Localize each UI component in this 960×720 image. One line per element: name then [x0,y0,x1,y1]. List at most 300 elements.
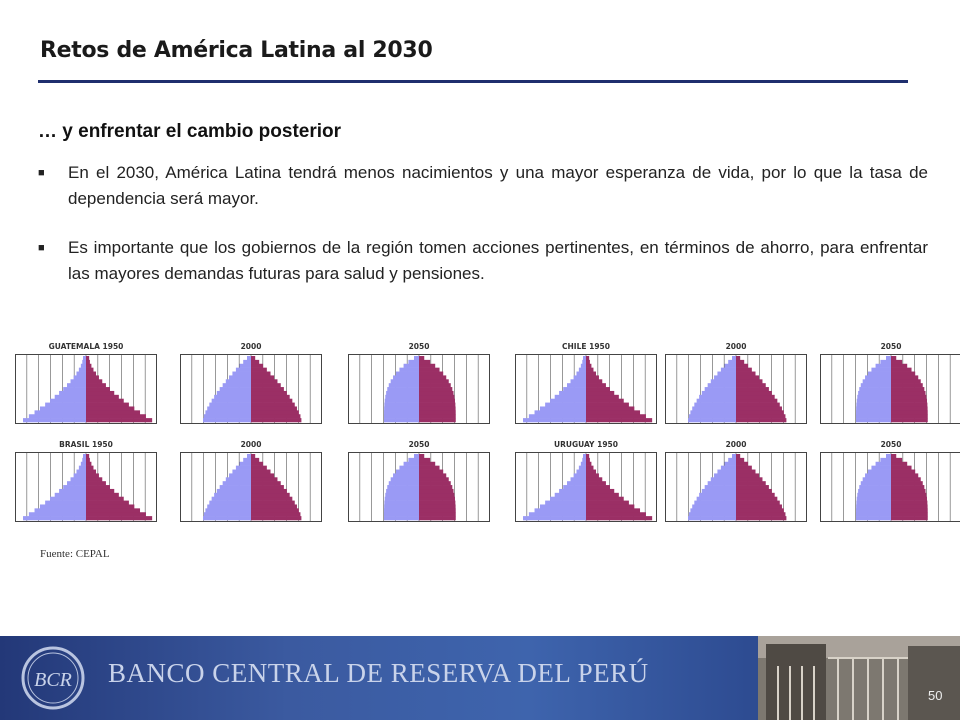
pyramid-label: GUATEMALA 1950 [48,342,124,351]
pyramid-female-bar [586,458,590,462]
pyramid-female-bar [736,466,752,470]
pyramid-male-bar [732,454,736,458]
pyramid-male-bar [529,414,586,418]
pyramid-male-bar [82,458,86,462]
pyramid-male-bar [856,414,891,418]
pyramid-female-bar [419,414,456,418]
pyramid-female-bar [419,493,454,497]
pyramid-male-bar [79,368,86,372]
pyramid-female-bar [891,501,927,505]
pyramid-male-bar [699,395,736,399]
pyramid-male-bar [74,375,86,379]
pyramid-female-bar [86,418,152,422]
pyramid-female-bar [251,473,274,477]
pyramid-female-bar [419,379,449,383]
pyramid-female-bar [891,356,896,360]
pyramid-female-bar [251,462,263,466]
pyramid-female-bar [86,454,89,458]
pyramid-male-bar [220,485,251,489]
pyramid-female-bar [251,493,290,497]
pyramid-male-bar [724,462,736,466]
pyramid-male-bar [717,372,736,376]
pyramid-male-bar [205,508,251,512]
title-underline [38,80,908,83]
pyramid-female-bar [251,360,259,364]
pyramid-female-bar [251,395,290,399]
pyramid-male-bar [40,406,86,410]
pyramid-female-bar [736,454,740,458]
pyramid-female-bar [86,497,124,501]
pyramid-female-bar [419,410,456,414]
population-pyramid [180,342,322,426]
pyramid-female-bar [586,497,624,501]
pyramid-male-bar [856,508,891,512]
pyramid-female-bar [86,477,102,481]
pyramid-female-bar [419,501,455,505]
pyramid-female-bar [736,364,748,368]
pyramid-male-bar [55,395,86,399]
pyramid-male-bar [858,391,891,395]
pyramid-female-bar [891,410,928,414]
logo-monogram: BCR [34,669,72,691]
pyramid-male-bar [239,462,251,466]
pyramid-male-bar [203,418,251,422]
pyramid-female-bar [419,458,430,462]
pyramid-female-bar [586,395,619,399]
pyramid-male-bar [724,364,736,368]
pyramid-female-bar [251,470,271,474]
pyramid-female-bar [736,497,777,501]
pyramid-male-bar [393,473,419,477]
pyramid-male-bar [697,399,736,403]
pyramid-male-bar [863,477,891,481]
pyramid-male-bar [876,364,891,368]
pyramid-male-bar [861,383,891,387]
pyramid-male-bar [214,493,251,497]
pyramid-female-bar [891,372,915,376]
pyramid-male-bar [207,504,251,508]
pyramid-male-bar [856,516,891,520]
pyramid-female-bar [586,379,602,383]
pyramid-male-bar [871,368,891,372]
pyramid-male-bar [859,387,891,391]
pyramid-female-bar [586,454,589,458]
pyramid-female-bar [419,395,454,399]
pyramid-female-bar [586,375,599,379]
pyramid-female-bar [419,372,443,376]
pyramid-female-bar [891,368,912,372]
pyramid-label: 2000 [240,342,262,351]
pyramid-female-bar [736,379,762,383]
pyramid-male-bar [857,395,891,399]
pyramid-male-bar [45,501,86,505]
pyramid-male-bar [385,399,419,403]
pyramid-male-bar [83,454,86,458]
pyramid-male-bar [35,508,86,512]
pyramid-male-bar [384,418,419,422]
pyramid-male-bar [563,485,586,489]
pyramid-female-bar [86,470,96,474]
pyramid-female-bar [891,477,921,481]
building-photo [758,636,960,720]
pyramid-male-bar [23,516,86,520]
pyramid-female-bar [736,458,744,462]
pyramid-female-bar [86,501,129,505]
pyramid-male-bar [711,379,736,383]
pyramid-male-bar [708,481,736,485]
pyramid-male-bar [384,508,419,512]
pyramid-female-bar [86,489,114,493]
pyramid-female-bar [891,489,926,493]
pyramid-male-bar [545,501,586,505]
pyramid-female-bar [891,504,928,508]
pyramid-female-bar [891,360,902,364]
pyramid-male-bar [856,410,891,414]
pyramid-female-bar [891,387,924,391]
slide-title: Retos de América Latina al 2030 [40,38,433,63]
pyramid-female-bar [86,356,89,360]
pyramid-male-bar [81,462,86,466]
pyramid-male-bar [40,504,86,508]
pyramid-male-bar [863,379,891,383]
pyramid-male-bar [396,372,419,376]
pyramid-male-bar [583,356,586,360]
pyramid-male-bar [583,454,586,458]
pyramid-male-bar [29,512,86,516]
pyramid-female-bar [736,493,775,497]
pyramid-female-bar [419,454,424,458]
pyramid-label: 2050 [880,440,902,449]
population-pyramid [665,440,807,524]
pyramid-female-bar [86,368,93,372]
pyramid-plot [15,452,157,522]
pyramid-female-bar [251,512,300,516]
source-note: Fuente: CEPAL [40,548,110,560]
pyramid-male-bar [576,372,586,376]
pyramid-female-bar [86,410,140,414]
pyramid-male-bar [559,391,586,395]
pyramid-plot [515,452,657,522]
pyramid-female-bar [736,414,785,418]
pyramid-female-bar [586,508,640,512]
pyramid-male-bar [384,504,419,508]
pyramid-female-bar [251,410,299,414]
pyramid-male-bar [236,368,251,372]
pyramid-male-bar [567,383,586,387]
pyramid-female-bar [86,379,102,383]
pyramid-male-bar [728,458,736,462]
pyramid-male-bar [71,477,86,481]
pyramid-female-bar [891,516,928,520]
pyramid-male-bar [699,493,736,497]
population-pyramid [820,342,960,426]
pyramid-female-bar [586,516,652,520]
pyramid-male-bar [859,485,891,489]
pyramid-female-bar [891,493,926,497]
pyramid-female-bar [891,497,927,501]
pyramid-male-bar [714,375,736,379]
pyramid-female-bar [251,391,287,395]
bullet-square-icon: ■ [38,242,45,254]
pyramid-female-bar [891,383,923,387]
pyramid-male-bar [243,458,251,462]
population-pyramid [348,342,490,426]
pyramid-female-bar [586,512,646,516]
pyramid-female-bar [891,406,928,410]
pyramid-female-bar [891,399,927,403]
pyramid-male-bar [708,383,736,387]
pyramid-male-bar [389,481,419,485]
pyramid-male-bar [856,406,891,410]
pyramid-male-bar [535,508,586,512]
pyramid-female-bar [586,410,640,414]
pyramid-male-bar [384,512,419,516]
pyramid-female-bar [736,406,782,410]
pyramid-male-bar [545,403,586,407]
pyramid-male-bar [702,391,736,395]
pyramid-male-bar [694,501,736,505]
pyramid-female-bar [891,485,924,489]
pyramid-female-bar [86,395,119,399]
pyramid-male-bar [688,516,736,520]
pyramid-female-bar [586,383,606,387]
pyramid-female-bar [419,406,456,410]
pyramid-female-bar [736,387,769,391]
pyramid-male-bar [212,497,251,501]
pyramid-female-bar [586,473,599,477]
pyramid-male-bar [540,504,586,508]
pyramid-male-bar [399,368,419,372]
pyramid-male-bar [384,410,419,414]
pyramid-female-bar [736,516,786,520]
pyramid-female-bar [736,410,784,414]
pyramid-female-bar [86,403,129,407]
pyramid-female-bar [891,414,928,418]
pyramid-female-bar [419,399,455,403]
pyramid-female-bar [251,383,281,387]
pyramid-female-bar [86,516,152,520]
pyramid-male-bar [717,470,736,474]
pyramid-female-bar [736,504,782,508]
pyramid-male-bar [82,360,86,364]
pyramid-male-bar [385,493,419,497]
pyramid-plot [15,354,157,424]
pyramid-female-bar [419,364,435,368]
pyramid-male-bar [550,497,586,501]
pyramid-male-bar [247,356,251,360]
pyramid-female-bar [586,364,591,368]
pyramid-female-bar [736,485,769,489]
pyramid-male-bar [399,466,419,470]
pyramid-female-bar [419,368,440,372]
pyramid-female-bar [891,481,923,485]
pyramid-female-bar [251,458,259,462]
pyramid-female-bar [736,403,780,407]
pyramid-female-bar [736,372,756,376]
pyramid-female-bar [736,489,772,493]
pyramid-male-bar [223,383,251,387]
pyramid-female-bar [251,379,277,383]
pyramid-male-bar [871,466,891,470]
pyramid-male-bar [523,516,586,520]
pyramid-male-bar [857,497,891,501]
pyramid-male-bar [239,364,251,368]
pyramid-male-bar [705,485,736,489]
pyramid-male-bar [567,481,586,485]
pyramid-female-bar [251,485,284,489]
pyramid-male-bar [226,477,251,481]
pyramid-male-bar [391,379,419,383]
bullet-text: En el 2030, América Latina tendrá menos nacimientos y una mayor esperanza de vida, por lo que la tasa de dependencia será mayor. [68,163,928,208]
pyramid-female-bar [586,368,593,372]
pyramid-male-bar [212,399,251,403]
pyramid-plot [820,452,960,522]
pyramid-female-bar [86,387,110,391]
pyramid-female-bar [251,418,301,422]
slide-subtitle: … y enfrentar el cambio posterior [38,121,342,142]
pyramid-male-bar [63,387,86,391]
pyramid-female-bar [891,418,928,422]
pyramid-male-bar [204,414,251,418]
pyramid-female-bar [586,470,596,474]
pyramid-female-bar [419,497,455,501]
pyramid-female-bar [586,466,593,470]
pyramid-female-bar [736,462,748,466]
pyramid-male-bar [692,406,736,410]
pyramid-female-bar [586,356,589,360]
pyramid-female-bar [736,383,766,387]
pyramid-male-bar [856,418,891,422]
pyramid-male-bar [71,379,86,383]
pyramid-male-bar [67,383,86,387]
pyramid-male-bar [209,501,251,505]
pyramid-male-bar [50,497,86,501]
pyramid-female-bar [86,466,93,470]
pyramid-male-bar [29,414,86,418]
pyramid-female-bar [891,458,902,462]
pyramid-male-bar [876,462,891,466]
pyramid-female-bar [419,375,446,379]
bullet-item [38,235,928,287]
pyramid-male-bar [732,356,736,360]
pyramid-female-bar [586,485,610,489]
pyramid-male-bar [404,462,419,466]
pyramid-male-bar [857,399,891,403]
pyramid-female-bar [251,497,292,501]
pyramid-male-bar [214,395,251,399]
pyramid-male-bar [74,473,86,477]
pyramid-female-bar [891,375,918,379]
pyramid-male-bar [23,418,86,422]
pyramid-label: URUGUAY 1950 [554,440,618,449]
pyramid-male-bar [207,406,251,410]
pyramid-female-bar [736,368,752,372]
pyramid-female-bar [419,477,449,481]
pyramid-male-bar [550,399,586,403]
pyramid-female-bar [86,399,124,403]
pyramid-male-bar [384,501,419,505]
pyramid-male-bar [697,497,736,501]
pyramid-male-bar [581,462,586,466]
pyramid-female-bar [86,473,99,477]
pyramid-female-bar [419,489,454,493]
pyramid-male-bar [728,360,736,364]
pyramid-plot [180,354,322,424]
pyramid-female-bar [586,489,614,493]
pyramid-male-bar [59,489,86,493]
pyramid-female-bar [86,375,99,379]
pyramid-female-bar [86,364,91,368]
pyramid-male-bar [711,477,736,481]
pyramid-female-bar [736,501,780,505]
pyramid-female-bar [251,489,287,493]
pyramid-male-bar [886,356,891,360]
pyramid-female-bar [736,399,777,403]
pyramid-male-bar [45,403,86,407]
pyramid-male-bar [59,391,86,395]
population-pyramid [15,342,157,426]
pyramid-female-bar [251,368,267,372]
pyramid-label: 2000 [725,440,747,449]
pyramid-female-bar [86,414,146,418]
pyramid-male-bar [67,481,86,485]
pyramid-male-bar [868,470,891,474]
pyramid-male-bar [76,372,86,376]
pyramid-female-bar [419,485,452,489]
pyramid-female-bar [891,379,921,383]
pyramid-male-bar [574,473,586,477]
pyramid-female-bar [891,364,907,368]
pyramid-female-bar [86,383,106,387]
population-pyramid [820,440,960,524]
pyramid-male-bar [50,399,86,403]
pyramid-male-bar [389,383,419,387]
pyramid-female-bar [891,512,928,516]
pyramid-female-bar [736,418,786,422]
pyramid-male-bar [76,470,86,474]
pyramid-female-bar [251,403,295,407]
footer-banner [0,636,960,720]
bank-seal-logo [18,644,88,712]
building-gate-image [758,636,960,720]
pyramid-female-bar [419,473,446,477]
pyramid-male-bar [857,493,891,497]
pyramid-female-bar [251,501,295,505]
pyramid-label: 2000 [240,440,262,449]
pyramid-plot [665,452,807,522]
pyramid-male-bar [692,504,736,508]
pyramid-female-bar [86,372,96,376]
pyramid-male-bar [386,391,419,395]
pyramid-female-bar [86,406,134,410]
pyramid-female-bar [86,493,119,497]
pyramid-plot [348,354,490,424]
pyramid-male-bar [384,406,419,410]
pyramid-male-bar [55,493,86,497]
pyramid-male-bar [861,481,891,485]
pyramid-female-bar [251,477,277,481]
pyramid-female-bar [586,462,591,466]
pyramid-male-bar [694,403,736,407]
pyramid-male-bar [414,356,419,360]
pyramid-label: 2050 [408,440,430,449]
pyramid-plot [820,354,960,424]
pyramid-female-bar [736,477,762,481]
pyramid-male-bar [582,360,586,364]
bullet-square-icon: ■ [38,167,45,179]
population-pyramid [665,342,807,426]
pyramid-male-bar [384,414,419,418]
